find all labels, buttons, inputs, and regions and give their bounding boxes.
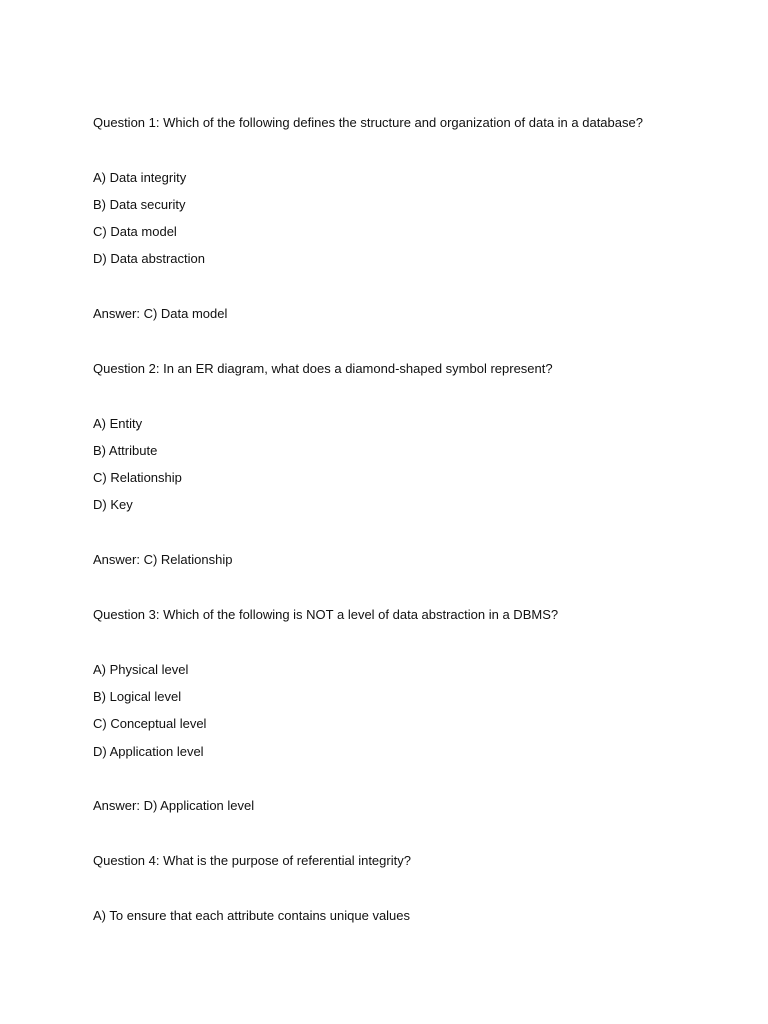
question-1-answer: Answer: C) Data model bbox=[93, 306, 228, 321]
question-1-option-b: B) Data security bbox=[93, 197, 186, 212]
question-3-option-c: C) Conceptual level bbox=[93, 716, 207, 731]
question-3-option-a: A) Physical level bbox=[93, 662, 189, 677]
question-1-option-a: A) Data integrity bbox=[93, 170, 187, 185]
question-1-option-c: C) Data model bbox=[93, 224, 177, 239]
question-2-answer: Answer: C) Relationship bbox=[93, 552, 233, 567]
question-2-text: Question 2: In an ER diagram, what does a diamond-shaped symbol represent? bbox=[93, 361, 553, 376]
question-2-option-a: A) Entity bbox=[93, 416, 143, 431]
question-2-option-b: B) Attribute bbox=[93, 443, 158, 458]
question-3-option-d: D) Application level bbox=[93, 744, 204, 759]
question-3-text: Question 3: Which of the following is NOT a level of data abstraction in a DBMS? bbox=[93, 607, 559, 622]
question-2-option-d: D) Key bbox=[93, 497, 133, 512]
question-4-text: Question 4: What is the purpose of referential integrity? bbox=[93, 853, 411, 868]
question-3-answer: Answer: D) Application level bbox=[93, 798, 255, 813]
question-1-text: Question 1: Which of the following defines the structure and organization of data in a database? bbox=[93, 115, 643, 130]
question-3-option-b: B) Logical level bbox=[93, 689, 182, 704]
question-1-option-d: D) Data abstraction bbox=[93, 251, 205, 266]
question-4-option-a: A) To ensure that each attribute contains unique values bbox=[93, 908, 411, 923]
question-2-option-c: C) Relationship bbox=[93, 470, 182, 485]
